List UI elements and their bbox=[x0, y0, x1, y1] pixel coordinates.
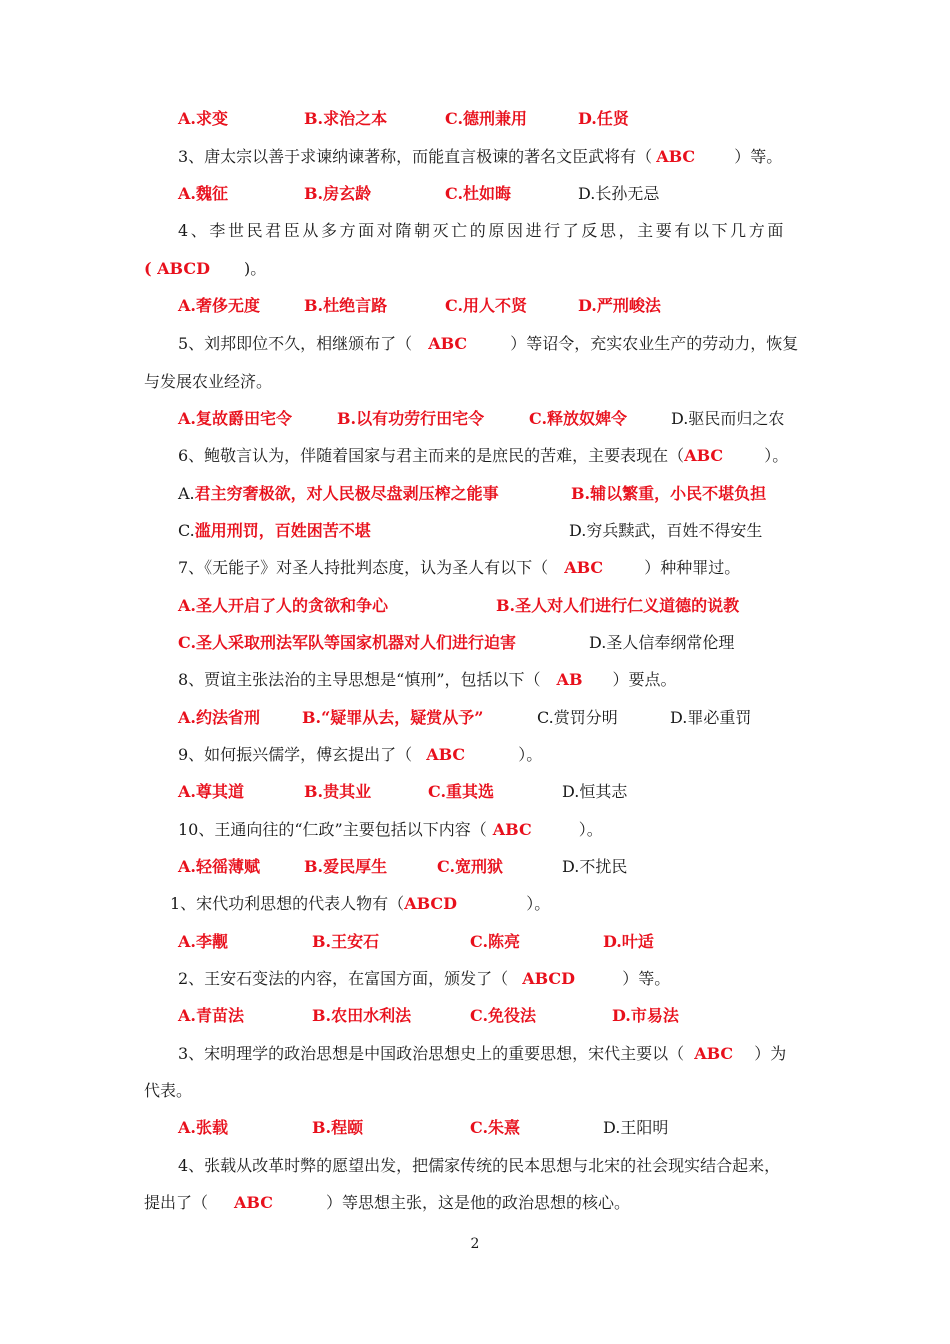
song-question-3 bbox=[178, 1044, 786, 1064]
question-text: 代表。 bbox=[144, 1081, 193, 1100]
option-c: C.圣人采取刑法军队等国家机器对人们进行迫害 bbox=[178, 633, 517, 652]
answer: ABCD bbox=[404, 894, 458, 913]
question-text: 3、唐太宗以善于求谏纳谏著称，而能直言极谏的著名文臣武将有（ bbox=[178, 147, 653, 166]
option-c: C.赏罚分明 bbox=[537, 708, 618, 727]
option-b: B.贵其业 bbox=[304, 782, 372, 801]
option-b: B.求治之本 bbox=[304, 109, 388, 128]
song-question-3-line2 bbox=[144, 1081, 192, 1101]
answer: AB bbox=[556, 670, 583, 689]
question-text: 1、宋代功利思想的代表人物有（ bbox=[170, 894, 405, 913]
question-8 bbox=[178, 670, 677, 690]
option-a: A.李觏 bbox=[178, 932, 228, 951]
option-c: C.宽刑狱 bbox=[437, 857, 504, 876]
option-b: B.爱民厚生 bbox=[304, 857, 388, 876]
option-d: D.任贤 bbox=[578, 109, 629, 128]
question-7 bbox=[178, 558, 740, 578]
question-text: 7、《无能子》对圣人持批判态度，认为圣人有以下（ bbox=[178, 558, 549, 577]
option-a: A.复故爵田宅令 bbox=[178, 409, 292, 428]
option-d: D.市易法 bbox=[612, 1006, 679, 1025]
question-text: 提出了（ bbox=[144, 1193, 209, 1212]
option-d: D.叶适 bbox=[603, 932, 654, 951]
option-a: A.圣人开启了人的贪欲和争心 bbox=[178, 596, 388, 615]
option-b: B.王安石 bbox=[312, 932, 380, 951]
option-b: B.“疑罪从去，疑赏从予” bbox=[302, 708, 484, 727]
option-a: A.魏征 bbox=[178, 184, 228, 203]
answer: ABC bbox=[428, 334, 468, 353]
option-b: B.农田水利法 bbox=[312, 1006, 412, 1025]
answer: ( ABCD bbox=[144, 259, 210, 278]
question-text-end: ）为 bbox=[754, 1044, 787, 1063]
option-d: D.驱民而归之农 bbox=[671, 409, 785, 428]
question-text: 6、鲍敬言认为，伴随着国家与君主而来的是庶民的苦难，主要表现在（ bbox=[178, 446, 685, 465]
song-question-4 bbox=[178, 1156, 780, 1176]
question-text-end: ）。 bbox=[578, 820, 603, 839]
option-c: C.免役法 bbox=[470, 1006, 537, 1025]
option-a: A.轻徭薄赋 bbox=[178, 857, 260, 876]
option-a: A.求变 bbox=[178, 109, 228, 128]
question-text: 与发展农业经济。 bbox=[144, 372, 273, 391]
option-d: D.恒其志 bbox=[562, 782, 628, 801]
option-b: B.以有功劳行田宅令 bbox=[337, 409, 485, 428]
question-text-end: ）等思想主张，这是他的政治思想的核心。 bbox=[326, 1193, 631, 1212]
question-10 bbox=[178, 820, 603, 840]
option-a: A.张载 bbox=[178, 1118, 228, 1137]
question-9 bbox=[178, 745, 542, 765]
question-3 bbox=[178, 147, 782, 167]
question-text-end: ）要点。 bbox=[612, 670, 677, 689]
option-d: D.王阳明 bbox=[603, 1118, 669, 1137]
question-text-end: ）。 bbox=[526, 894, 551, 913]
option-b: B.程颐 bbox=[312, 1118, 364, 1137]
song-question-2 bbox=[178, 969, 670, 989]
question-text-end: ）等诏令，充实农业生产的劳动力，恢复 bbox=[510, 334, 799, 353]
question-text-end: )。 bbox=[244, 259, 267, 278]
option-d: D.不扰民 bbox=[562, 857, 628, 876]
option-a: A.约法省刑 bbox=[178, 708, 260, 727]
option-d: D.罪必重罚 bbox=[670, 708, 752, 727]
option-d: D.长孙无忌 bbox=[578, 184, 660, 203]
option-c: C.陈亮 bbox=[470, 932, 521, 951]
option-b: B.杜绝言路 bbox=[304, 296, 388, 315]
question-text-end: ）种种罪过。 bbox=[644, 558, 741, 577]
question-text: 8、贾谊主张法治的主导思想是“慎刑”，包括以下（ bbox=[178, 670, 541, 689]
option-b: B.圣人对人们进行仁义道德的说教 bbox=[496, 596, 740, 615]
answer: ABC bbox=[694, 1044, 734, 1063]
answer: ABC bbox=[492, 820, 532, 839]
question-text: 10、王通向往的“仁政”主要包括以下内容（ bbox=[178, 820, 487, 839]
option-a: A.君主穷奢极欲，对人民极尽盘剥压榨之能事 bbox=[178, 484, 499, 503]
answer: ABC bbox=[234, 1193, 273, 1212]
option-d: D.穷兵黩武，百姓不得安生 bbox=[569, 521, 763, 540]
question-4-line2 bbox=[144, 259, 266, 279]
question-text: 9、如何振兴儒学，傅玄提出了（ bbox=[178, 745, 413, 764]
question-text: 3、宋明理学的政治思想是中国政治思想史上的重要思想，宋代主要以（ bbox=[178, 1044, 685, 1063]
option-c: C.释放奴婢令 bbox=[529, 409, 628, 428]
page-number: 2 bbox=[470, 1236, 480, 1252]
option-c: C.重其选 bbox=[428, 782, 495, 801]
option-c: C.用人不贤 bbox=[445, 296, 528, 315]
option-c: C.滥用刑罚，百姓困苦不堪 bbox=[178, 521, 371, 540]
question-text: 4、张载从改革时弊的愿望出发，把儒家传统的民本思想与北宋的社会现实结合起来， bbox=[178, 1156, 781, 1175]
option-a: A.奢侈无度 bbox=[178, 296, 260, 315]
answer: ABC bbox=[426, 745, 466, 764]
question-6 bbox=[178, 446, 788, 466]
option-a: A.青苗法 bbox=[178, 1006, 244, 1025]
option-c: C.杜如晦 bbox=[445, 184, 512, 203]
song-question-4-line2 bbox=[144, 1193, 630, 1213]
song-question-1 bbox=[170, 894, 550, 914]
option-c: C.德刑兼用 bbox=[445, 109, 528, 128]
option-d: D.严刑峻法 bbox=[578, 296, 661, 315]
question-text: 4、李世民君臣从多方面对隋朝灭亡的原因进行了反思，主要有以下几方面 bbox=[178, 221, 786, 240]
option-a: A.尊其道 bbox=[178, 782, 244, 801]
question-5 bbox=[178, 334, 798, 354]
question-text: 2、王安石变法的内容，在富国方面，颁发了（ bbox=[178, 969, 509, 988]
option-d: D.圣人信奉纲常伦理 bbox=[589, 633, 735, 652]
question-text-end: ）等。 bbox=[734, 147, 783, 166]
question-5-line2 bbox=[144, 372, 272, 392]
answer: ABC bbox=[656, 147, 696, 166]
question-text-end: ）。 bbox=[518, 745, 543, 764]
question-text: 5、刘邦即位不久，相继颁布了（ bbox=[178, 334, 413, 353]
question-4 bbox=[178, 221, 786, 241]
option-c: C.朱熹 bbox=[470, 1118, 521, 1137]
question-text-end: ）。 bbox=[764, 446, 789, 465]
question-text-end: ）等。 bbox=[622, 969, 671, 988]
answer: ABC bbox=[564, 558, 604, 577]
answer: ABC bbox=[684, 446, 724, 465]
option-b: B.房玄龄 bbox=[304, 184, 372, 203]
answer: ABCD bbox=[522, 969, 576, 988]
option-b: B.辅以繁重，小民不堪负担 bbox=[571, 484, 767, 503]
